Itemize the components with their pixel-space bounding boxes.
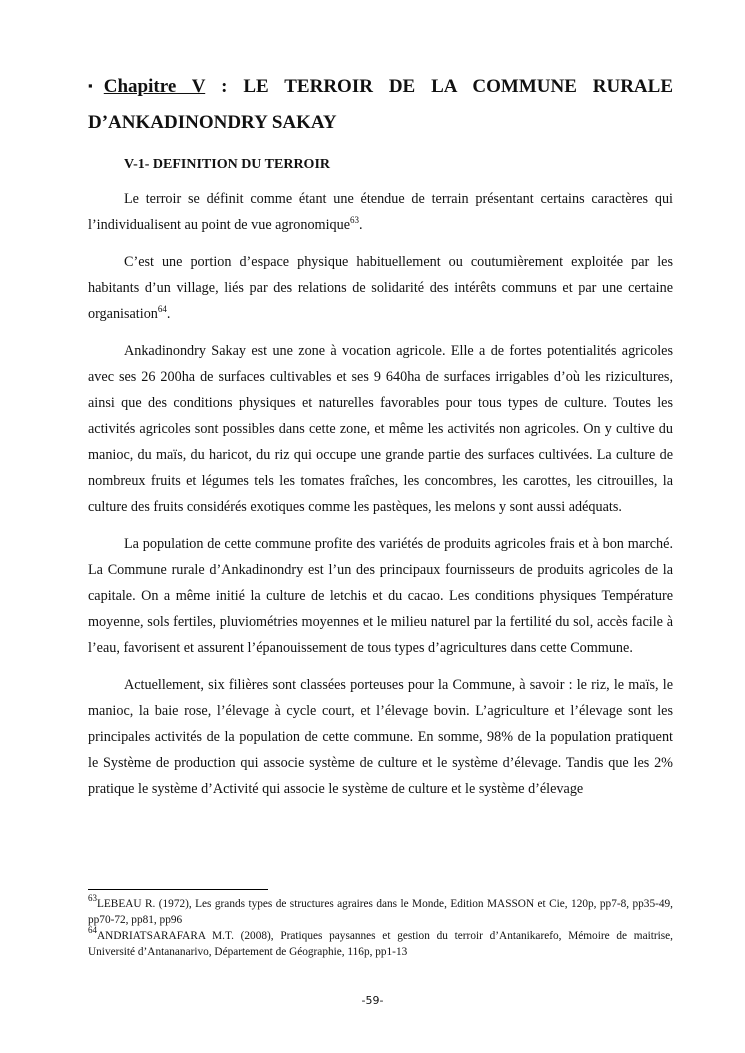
paragraph-1	[88, 186, 673, 238]
footnotes	[88, 893, 673, 960]
chapter-label: Chapitre V	[103, 76, 206, 97]
footnote-63	[88, 893, 673, 928]
paragraph-3: Ankadinondry Sakay est une zone à vocation agricole. Elle a de fortes potentialités agricoles avec ses 26 200ha de surfaces cultivables et ses 9 640ha de surfaces irrigables d’où les rizicultures, ainsi que des conditions physiques et naturelles favorables pour tous types de culture. Toutes les activités agricoles sont possibles dans cette zone, et même les activités non agricoles. On y cultive du manioc, du maïs, du haricot, du riz qui occupe une grande partie des surfaces cultivées. La culture de nombreux fruits et légumes tels les tomates fraîches, les concombres, les carottes, les citrouilles, la culture des fruits considérés exotiques comme les pastèques, les melons y sont aussi adéquats.	[88, 343, 673, 515]
page-body	[88, 60, 673, 802]
paragraph-4: La population de cette commune profite des variétés de produits agricoles frais et à bon marché. La Commune rurale d’Ankadinondry est l’un des principaux fournisseurs de produits agricoles de la capitale. On a même initié la culture de letchis et du cacao. Les conditions physiques Température moyenne, sols fertiles, pluviométries moyennes et le milieu naturel par la fertilité du sol, accès facile à l’eau, favorisent et assurent l’épanouissement de tous types d’agricultures dans cette Commune.	[88, 536, 673, 656]
paragraph-2-text: C’est une portion d’espace physique habituellement ou coutumièrement exploitée par les habitants d’un village, liés par des relations de solidarité des intérêts communs et par une certaine organisation	[88, 254, 673, 322]
chapter-title-line1: : LE TERROIR DE LA COMMUNE RURALE	[205, 76, 673, 97]
footnote-64	[88, 925, 673, 960]
footnote-divider	[88, 889, 268, 890]
footnote-mark-63: 63	[88, 893, 97, 903]
paragraph-2	[88, 249, 673, 327]
footnote-mark-64: 64	[88, 925, 97, 935]
footnote-64-text: ANDRIATSARAFARA M.T. (2008), Pratiques paysannes et gestion du terroir d’Antanikarefo, Mémoire de maitrise, Université d’Antananarivo, Département de Géographie, 116p, pp1-13	[88, 930, 673, 958]
footnote-63-text: LEBEAU R. (1972), Les grands types de structures agraires dans le Monde, Edition MASSON et Cie, 120p, pp7-8, pp35-49, pp70-72, pp81, pp96	[88, 898, 673, 926]
chapter-title-line2: D’ANKADINONDRY SAKAY	[88, 112, 337, 133]
footnote-ref-63[interactable]: 63	[350, 215, 360, 225]
bullet-icon: ▪	[88, 78, 104, 93]
footnote-ref-64[interactable]: 64	[157, 304, 167, 314]
paragraph-5: Actuellement, six filières sont classées porteuses pour la Commune, à savoir : le riz, le maïs, le manioc, la baie rose, l’élevage à cycle court, et l’élevage bovin. L’agriculture et l’élevage sont les principales activités de la population de cette commune. En somme, 98% de la population pratiquent le Système de production qui associe système de culture et le système d’élevage. Tandis que les 2% pratique le système d’Activité qui associe le système de culture et le système d’élevage	[88, 677, 673, 797]
section-heading: V-1- DEFINITION DU TERROIR	[124, 157, 331, 172]
paragraph-2-end: .	[166, 306, 171, 322]
chapter-title	[88, 68, 673, 141]
paragraph-1-end: .	[359, 217, 363, 233]
paragraph-1-text: Le terroir se définit comme étant une étendue de terrain présentant certains caractères qui l’individualisent au point de vue agronomique	[88, 191, 673, 233]
page-number: -59-	[361, 994, 384, 1007]
